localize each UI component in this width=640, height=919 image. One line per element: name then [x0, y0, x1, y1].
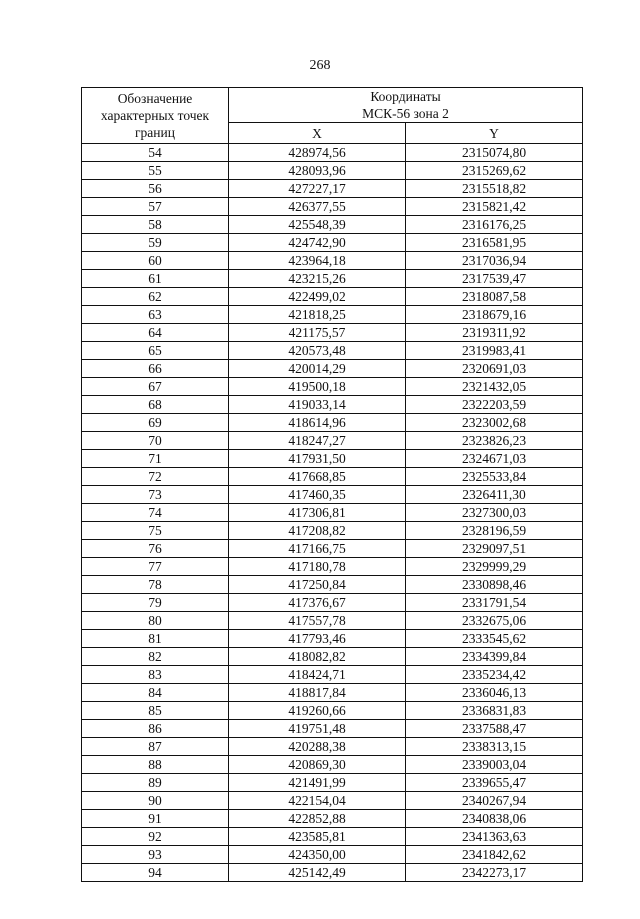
x-coordinate-cell: 428093,96: [229, 162, 406, 180]
table-row: [82, 792, 583, 810]
point-number-cell: 75: [82, 522, 229, 540]
table-row: [82, 396, 583, 414]
y-coordinate-cell: 2336831,83: [406, 702, 583, 720]
y-coordinate-cell: 2322203,59: [406, 396, 583, 414]
table-row: [82, 216, 583, 234]
x-coordinate-cell: 424350,00: [229, 846, 406, 864]
y-coordinate-cell: 2341842,62: [406, 846, 583, 864]
table-row: [82, 648, 583, 666]
y-coordinate-cell: 2320691,03: [406, 360, 583, 378]
point-number-cell: 87: [82, 738, 229, 756]
point-number-cell: 64: [82, 324, 229, 342]
table-row: [82, 522, 583, 540]
table-row: [82, 738, 583, 756]
point-number-cell: 60: [82, 252, 229, 270]
point-number-cell: 59: [82, 234, 229, 252]
point-number-cell: 76: [82, 540, 229, 558]
point-number-cell: 69: [82, 414, 229, 432]
y-coordinate-cell: 2319311,92: [406, 324, 583, 342]
table-row: [82, 720, 583, 738]
point-number-cell: 57: [82, 198, 229, 216]
point-number-cell: 62: [82, 288, 229, 306]
table-row: [82, 684, 583, 702]
table-row: [82, 702, 583, 720]
y-coordinate-cell: 2317036,94: [406, 252, 583, 270]
x-coordinate-cell: 417208,82: [229, 522, 406, 540]
y-coordinate-cell: 2331791,54: [406, 594, 583, 612]
table-row: [82, 288, 583, 306]
y-coordinate-cell: 2317539,47: [406, 270, 583, 288]
table-row: [82, 360, 583, 378]
point-number-cell: 83: [82, 666, 229, 684]
point-number-cell: 70: [82, 432, 229, 450]
point-number-cell: 65: [82, 342, 229, 360]
x-coordinate-cell: 419260,66: [229, 702, 406, 720]
x-coordinate-cell: 417793,46: [229, 630, 406, 648]
coordinate-system: МСК-56 зона 2: [362, 106, 449, 121]
point-number-cell: 93: [82, 846, 229, 864]
x-coordinate-cell: 422852,88: [229, 810, 406, 828]
x-coordinate-cell: 420014,29: [229, 360, 406, 378]
x-coordinate-cell: 420288,38: [229, 738, 406, 756]
point-number-cell: 68: [82, 396, 229, 414]
x-coordinate-cell: 421818,25: [229, 306, 406, 324]
y-coordinate-cell: 2334399,84: [406, 648, 583, 666]
point-number-cell: 86: [82, 720, 229, 738]
x-coordinate-cell: 428974,56: [229, 144, 406, 162]
point-number-cell: 72: [82, 468, 229, 486]
table-row: [82, 468, 583, 486]
x-coordinate-cell: 418614,96: [229, 414, 406, 432]
y-coordinate-cell: 2329097,51: [406, 540, 583, 558]
table-row: [82, 252, 583, 270]
x-coordinate-cell: 418817,84: [229, 684, 406, 702]
x-coordinate-cell: 417166,75: [229, 540, 406, 558]
y-coordinate-cell: 2316176,25: [406, 216, 583, 234]
table-row: [82, 432, 583, 450]
point-number-cell: 63: [82, 306, 229, 324]
coordinates-table: [81, 87, 583, 882]
y-coordinate-cell: 2337588,47: [406, 720, 583, 738]
y-coordinate-cell: 2328196,59: [406, 522, 583, 540]
x-coordinate-cell: 426377,55: [229, 198, 406, 216]
point-number-cell: 84: [82, 684, 229, 702]
point-number-cell: 58: [82, 216, 229, 234]
x-coordinate-cell: 417557,78: [229, 612, 406, 630]
y-column-header: Y: [406, 123, 583, 144]
x-coordinate-cell: 419500,18: [229, 378, 406, 396]
x-coordinate-cell: 421175,57: [229, 324, 406, 342]
point-number-cell: 66: [82, 360, 229, 378]
table-row: [82, 846, 583, 864]
table-row: [82, 180, 583, 198]
point-number-cell: 79: [82, 594, 229, 612]
point-number-cell: 78: [82, 576, 229, 594]
table-row: [82, 342, 583, 360]
coordinates-header: [229, 88, 583, 123]
table-row: [82, 414, 583, 432]
x-coordinate-cell: 420869,30: [229, 756, 406, 774]
x-coordinate-cell: 417306,81: [229, 504, 406, 522]
x-coordinate-cell: 425142,49: [229, 864, 406, 882]
x-coordinate-cell: 422499,02: [229, 288, 406, 306]
table-row: [82, 810, 583, 828]
x-coordinate-cell: 425548,39: [229, 216, 406, 234]
point-number-cell: 82: [82, 648, 229, 666]
x-coordinate-cell: 427227,17: [229, 180, 406, 198]
x-coordinate-cell: 417668,85: [229, 468, 406, 486]
point-number-cell: 67: [82, 378, 229, 396]
point-number-cell: 61: [82, 270, 229, 288]
table-row: [82, 756, 583, 774]
x-coordinate-cell: 417376,67: [229, 594, 406, 612]
point-number-cell: 56: [82, 180, 229, 198]
table-row: [82, 558, 583, 576]
x-coordinate-cell: 423215,26: [229, 270, 406, 288]
table-row: [82, 450, 583, 468]
table-row: [82, 828, 583, 846]
point-number-cell: 73: [82, 486, 229, 504]
point-number-cell: 54: [82, 144, 229, 162]
y-coordinate-cell: 2341363,63: [406, 828, 583, 846]
y-coordinate-cell: 2316581,95: [406, 234, 583, 252]
y-coordinate-cell: 2315821,42: [406, 198, 583, 216]
table-row: [82, 504, 583, 522]
table-row: [82, 630, 583, 648]
x-coordinate-cell: 419033,14: [229, 396, 406, 414]
point-number-cell: 80: [82, 612, 229, 630]
point-number-cell: 85: [82, 702, 229, 720]
point-number-cell: 74: [82, 504, 229, 522]
x-coordinate-cell: 423964,18: [229, 252, 406, 270]
x-column-header: X: [229, 123, 406, 144]
x-coordinate-cell: 417180,78: [229, 558, 406, 576]
point-label-header: [82, 88, 229, 144]
y-coordinate-cell: 2318087,58: [406, 288, 583, 306]
point-number-cell: 77: [82, 558, 229, 576]
y-coordinate-cell: 2315269,62: [406, 162, 583, 180]
x-coordinate-cell: 418247,27: [229, 432, 406, 450]
point-number-cell: 81: [82, 630, 229, 648]
y-coordinate-cell: 2332675,06: [406, 612, 583, 630]
x-coordinate-cell: 423585,81: [229, 828, 406, 846]
y-coordinate-cell: 2323002,68: [406, 414, 583, 432]
table-row: [82, 594, 583, 612]
y-coordinate-cell: 2339655,47: [406, 774, 583, 792]
x-coordinate-cell: 420573,48: [229, 342, 406, 360]
table-header: [82, 88, 583, 144]
y-coordinate-cell: 2338313,15: [406, 738, 583, 756]
x-coordinate-cell: 418082,82: [229, 648, 406, 666]
y-coordinate-cell: 2324671,03: [406, 450, 583, 468]
y-coordinate-cell: 2321432,05: [406, 378, 583, 396]
table-row: [82, 306, 583, 324]
y-coordinate-cell: 2319983,41: [406, 342, 583, 360]
x-coordinate-cell: 417250,84: [229, 576, 406, 594]
y-coordinate-cell: 2326411,30: [406, 486, 583, 504]
y-coordinate-cell: 2315518,82: [406, 180, 583, 198]
y-coordinate-cell: 2340267,94: [406, 792, 583, 810]
x-coordinate-cell: 417931,50: [229, 450, 406, 468]
table-row: [82, 270, 583, 288]
y-coordinate-cell: 2340838,06: [406, 810, 583, 828]
table-row: [82, 576, 583, 594]
point-number-cell: 91: [82, 810, 229, 828]
point-label-text: Обозначение характерных точек границ: [100, 91, 210, 140]
y-coordinate-cell: 2335234,42: [406, 666, 583, 684]
point-number-cell: 55: [82, 162, 229, 180]
y-coordinate-cell: 2315074,80: [406, 144, 583, 162]
y-coordinate-cell: 2339003,04: [406, 756, 583, 774]
y-coordinate-cell: 2336046,13: [406, 684, 583, 702]
table-row: [82, 324, 583, 342]
table-row: [82, 774, 583, 792]
table-row: [82, 144, 583, 162]
table-row: [82, 378, 583, 396]
y-coordinate-cell: 2327300,03: [406, 504, 583, 522]
table-row: [82, 612, 583, 630]
table-row: [82, 198, 583, 216]
table-row: [82, 162, 583, 180]
y-coordinate-cell: 2329999,29: [406, 558, 583, 576]
coordinates-title: Координаты: [370, 89, 441, 104]
point-number-cell: 71: [82, 450, 229, 468]
x-coordinate-cell: 419751,48: [229, 720, 406, 738]
table-row: [82, 486, 583, 504]
point-number-cell: 88: [82, 756, 229, 774]
point-number-cell: 90: [82, 792, 229, 810]
y-coordinate-cell: 2330898,46: [406, 576, 583, 594]
point-number-cell: 94: [82, 864, 229, 882]
point-number-cell: 89: [82, 774, 229, 792]
y-coordinate-cell: 2318679,16: [406, 306, 583, 324]
y-coordinate-cell: 2333545,62: [406, 630, 583, 648]
x-coordinate-cell: 421491,99: [229, 774, 406, 792]
y-coordinate-cell: 2325533,84: [406, 468, 583, 486]
y-coordinate-cell: 2342273,17: [406, 864, 583, 882]
page-number: 268: [309, 58, 331, 73]
table-body: [82, 144, 583, 882]
x-coordinate-cell: 424742,90: [229, 234, 406, 252]
table-row: [82, 234, 583, 252]
x-coordinate-cell: 417460,35: [229, 486, 406, 504]
table-row: [82, 864, 583, 882]
x-coordinate-cell: 422154,04: [229, 792, 406, 810]
table-row: [82, 540, 583, 558]
x-coordinate-cell: 418424,71: [229, 666, 406, 684]
y-coordinate-cell: 2323826,23: [406, 432, 583, 450]
point-number-cell: 92: [82, 828, 229, 846]
table-row: [82, 666, 583, 684]
